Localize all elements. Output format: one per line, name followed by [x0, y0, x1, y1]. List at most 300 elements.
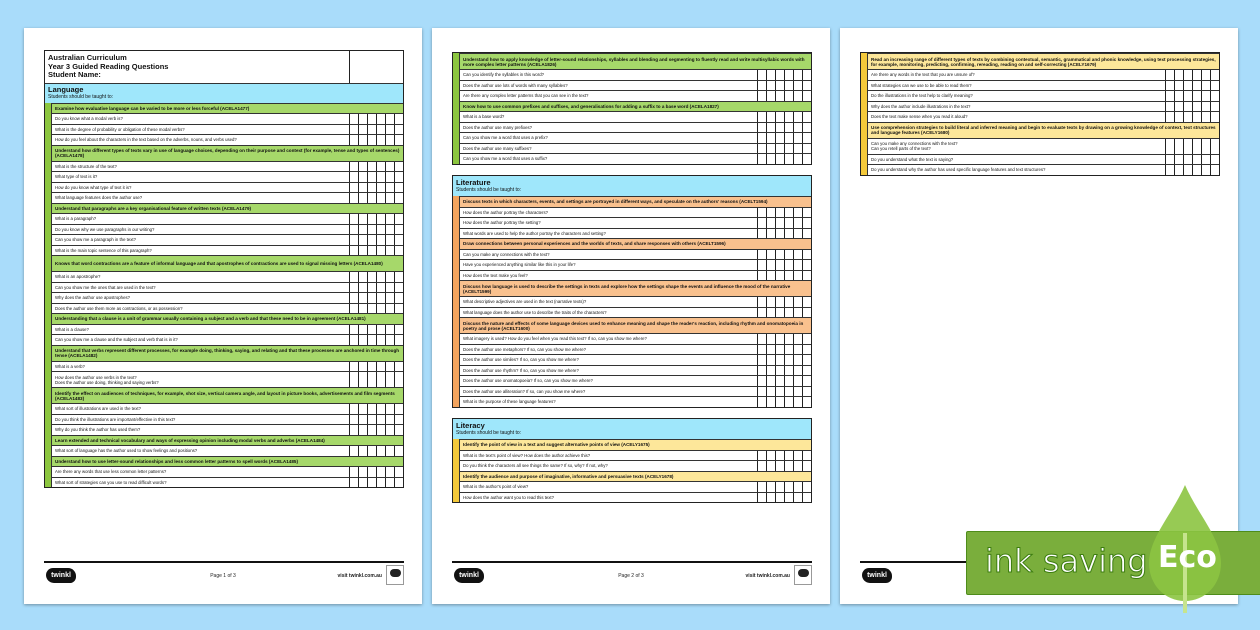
checkbox-cell[interactable]: [784, 154, 793, 164]
checkbox-cell[interactable]: [367, 446, 376, 456]
checkbox-cell[interactable]: [775, 493, 784, 503]
checkbox-cell[interactable]: [376, 293, 385, 303]
checkbox-cell[interactable]: [775, 461, 784, 471]
checkbox-cell[interactable]: [784, 308, 793, 318]
checkbox-cell[interactable]: [394, 246, 403, 256]
checkbox-cell[interactable]: [358, 235, 367, 245]
checkbox-cell[interactable]: [367, 172, 376, 182]
checkbox-cell[interactable]: [367, 193, 376, 203]
checkbox-cell[interactable]: [793, 70, 802, 80]
checkbox-cell[interactable]: [802, 482, 811, 492]
checkbox-cell[interactable]: [376, 172, 385, 182]
checkbox-cell[interactable]: [793, 482, 802, 492]
checkbox-cell[interactable]: [775, 133, 784, 143]
checkbox-cell[interactable]: [775, 144, 784, 154]
checkbox-cell[interactable]: [367, 114, 376, 124]
checkbox-cell[interactable]: [766, 387, 775, 397]
checkbox-cell[interactable]: [757, 493, 766, 503]
checkbox-cell[interactable]: [385, 446, 394, 456]
checkbox-cell[interactable]: [349, 415, 358, 425]
checkbox-cell[interactable]: [766, 123, 775, 133]
checkbox-cell[interactable]: [793, 387, 802, 397]
checkbox-cell[interactable]: [1165, 112, 1174, 122]
checkbox-cell[interactable]: [394, 446, 403, 456]
checkbox-cell[interactable]: [766, 218, 775, 228]
checkbox-cell[interactable]: [775, 297, 784, 307]
checkbox-cell[interactable]: [802, 123, 811, 133]
checkbox-cell[interactable]: [757, 271, 766, 281]
checkbox-cell[interactable]: [385, 467, 394, 477]
twinkl-logo[interactable]: twinkl: [862, 568, 892, 583]
checkbox-cell[interactable]: [367, 362, 376, 372]
checkbox-cell[interactable]: [1174, 155, 1183, 165]
checkbox-cell[interactable]: [367, 283, 376, 293]
checkbox-cell[interactable]: [775, 229, 784, 239]
checkbox-cell[interactable]: [1201, 112, 1210, 122]
checkbox-cell[interactable]: [784, 397, 793, 407]
checkbox-cell[interactable]: [385, 425, 394, 435]
checkbox-cell[interactable]: [766, 229, 775, 239]
checkbox-cell[interactable]: [1201, 155, 1210, 165]
checkbox-cell[interactable]: [802, 461, 811, 471]
checkbox-cell[interactable]: [367, 372, 376, 387]
checkbox-cell[interactable]: [802, 366, 811, 376]
checkbox-cell[interactable]: [1210, 81, 1219, 91]
checkbox-cell[interactable]: [349, 214, 358, 224]
checkbox-cell[interactable]: [385, 235, 394, 245]
checkbox-cell[interactable]: [376, 114, 385, 124]
checkbox-cell[interactable]: [349, 183, 358, 193]
checkbox-cell[interactable]: [376, 304, 385, 314]
checkbox-cell[interactable]: [358, 467, 367, 477]
checkbox-cell[interactable]: [385, 362, 394, 372]
checkbox-cell[interactable]: [349, 135, 358, 145]
checkbox-cell[interactable]: [349, 283, 358, 293]
visit-link[interactable]: visit twinkl.com.au: [745, 573, 790, 579]
checkbox-cell[interactable]: [793, 81, 802, 91]
checkbox-cell[interactable]: [349, 162, 358, 172]
checkbox-cell[interactable]: [1201, 81, 1210, 91]
checkbox-cell[interactable]: [784, 387, 793, 397]
checkbox-cell[interactable]: [349, 272, 358, 282]
checkbox-cell[interactable]: [358, 446, 367, 456]
checkbox-cell[interactable]: [793, 250, 802, 260]
checkbox-cell[interactable]: [775, 376, 784, 386]
checkbox-cell[interactable]: [358, 304, 367, 314]
checkbox-cell[interactable]: [802, 345, 811, 355]
checkbox-cell[interactable]: [784, 297, 793, 307]
checkbox-cell[interactable]: [349, 362, 358, 372]
checkbox-cell[interactable]: [367, 478, 376, 488]
checkbox-cell[interactable]: [784, 208, 793, 218]
checkbox-cell[interactable]: [793, 123, 802, 133]
checkbox-cell[interactable]: [1174, 112, 1183, 122]
checkbox-cell[interactable]: [394, 235, 403, 245]
checkbox-cell[interactable]: [1165, 70, 1174, 80]
checkbox-cell[interactable]: [766, 366, 775, 376]
checkbox-cell[interactable]: [385, 272, 394, 282]
checkbox-cell[interactable]: [358, 325, 367, 335]
checkbox-cell[interactable]: [793, 260, 802, 270]
checkbox-cell[interactable]: [784, 144, 793, 154]
checkbox-cell[interactable]: [802, 297, 811, 307]
checkbox-cell[interactable]: [385, 415, 394, 425]
checkbox-cell[interactable]: [376, 272, 385, 282]
checkbox-cell[interactable]: [358, 362, 367, 372]
checkbox-cell[interactable]: [766, 133, 775, 143]
checkbox-cell[interactable]: [394, 335, 403, 345]
checkbox-cell[interactable]: [394, 304, 403, 314]
checkbox-cell[interactable]: [757, 144, 766, 154]
checkbox-cell[interactable]: [367, 125, 376, 135]
checkbox-cell[interactable]: [757, 451, 766, 461]
checkbox-cell[interactable]: [775, 482, 784, 492]
checkbox-cell[interactable]: [394, 467, 403, 477]
checkbox-cell[interactable]: [793, 451, 802, 461]
checkbox-cell[interactable]: [385, 304, 394, 314]
checkbox-cell[interactable]: [793, 91, 802, 101]
checkbox-cell[interactable]: [367, 335, 376, 345]
checkbox-cell[interactable]: [394, 135, 403, 145]
checkbox-cell[interactable]: [784, 271, 793, 281]
checkbox-cell[interactable]: [358, 214, 367, 224]
checkbox-cell[interactable]: [766, 397, 775, 407]
checkbox-cell[interactable]: [766, 208, 775, 218]
checkbox-cell[interactable]: [793, 334, 802, 344]
checkbox-cell[interactable]: [793, 493, 802, 503]
checkbox-cell[interactable]: [1192, 139, 1201, 154]
checkbox-cell[interactable]: [385, 335, 394, 345]
checkbox-cell[interactable]: [385, 162, 394, 172]
checkbox-cell[interactable]: [766, 345, 775, 355]
checkbox-cell[interactable]: [394, 362, 403, 372]
checkbox-cell[interactable]: [394, 293, 403, 303]
checkbox-cell[interactable]: [358, 425, 367, 435]
checkbox-cell[interactable]: [775, 387, 784, 397]
checkbox-cell[interactable]: [784, 482, 793, 492]
checkbox-cell[interactable]: [1183, 70, 1192, 80]
checkbox-cell[interactable]: [1192, 91, 1201, 101]
checkbox-cell[interactable]: [1183, 91, 1192, 101]
checkbox-cell[interactable]: [1174, 81, 1183, 91]
checkbox-cell[interactable]: [784, 81, 793, 91]
checkbox-cell[interactable]: [757, 133, 766, 143]
checkbox-cell[interactable]: [385, 114, 394, 124]
checkbox-cell[interactable]: [1183, 139, 1192, 154]
checkbox-cell[interactable]: [784, 461, 793, 471]
checkbox-cell[interactable]: [802, 229, 811, 239]
checkbox-cell[interactable]: [757, 482, 766, 492]
checkbox-cell[interactable]: [802, 91, 811, 101]
checkbox-cell[interactable]: [349, 478, 358, 488]
checkbox-cell[interactable]: [1174, 139, 1183, 154]
checkbox-cell[interactable]: [376, 478, 385, 488]
checkbox-cell[interactable]: [793, 355, 802, 365]
checkbox-cell[interactable]: [1192, 155, 1201, 165]
checkbox-cell[interactable]: [757, 297, 766, 307]
checkbox-cell[interactable]: [385, 246, 394, 256]
checkbox-cell[interactable]: [349, 193, 358, 203]
checkbox-cell[interactable]: [802, 154, 811, 164]
checkbox-cell[interactable]: [349, 125, 358, 135]
checkbox-cell[interactable]: [775, 218, 784, 228]
checkbox-cell[interactable]: [1183, 81, 1192, 91]
checkbox-cell[interactable]: [1174, 102, 1183, 112]
checkbox-cell[interactable]: [1192, 112, 1201, 122]
checkbox-cell[interactable]: [358, 372, 367, 387]
checkbox-cell[interactable]: [793, 297, 802, 307]
checkbox-cell[interactable]: [802, 451, 811, 461]
checkbox-cell[interactable]: [367, 183, 376, 193]
checkbox-cell[interactable]: [802, 133, 811, 143]
checkbox-cell[interactable]: [394, 172, 403, 182]
checkbox-cell[interactable]: [1183, 112, 1192, 122]
checkbox-cell[interactable]: [358, 225, 367, 235]
checkbox-cell[interactable]: [385, 135, 394, 145]
checkbox-cell[interactable]: [376, 214, 385, 224]
checkbox-cell[interactable]: [802, 376, 811, 386]
checkbox-cell[interactable]: [766, 260, 775, 270]
checkbox-cell[interactable]: [766, 112, 775, 122]
checkbox-cell[interactable]: [349, 372, 358, 387]
checkbox-cell[interactable]: [349, 225, 358, 235]
checkbox-cell[interactable]: [793, 112, 802, 122]
checkbox-cell[interactable]: [385, 125, 394, 135]
checkbox-cell[interactable]: [376, 235, 385, 245]
checkbox-cell[interactable]: [757, 218, 766, 228]
checkbox-cell[interactable]: [1201, 102, 1210, 112]
checkbox-cell[interactable]: [775, 355, 784, 365]
checkbox-cell[interactable]: [349, 304, 358, 314]
checkbox-cell[interactable]: [766, 461, 775, 471]
checkbox-cell[interactable]: [802, 387, 811, 397]
checkbox-cell[interactable]: [757, 345, 766, 355]
checkbox-cell[interactable]: [367, 293, 376, 303]
checkbox-cell[interactable]: [1183, 165, 1192, 175]
checkbox-cell[interactable]: [349, 172, 358, 182]
checkbox-cell[interactable]: [775, 208, 784, 218]
checkbox-cell[interactable]: [367, 325, 376, 335]
checkbox-cell[interactable]: [349, 293, 358, 303]
checkbox-cell[interactable]: [784, 355, 793, 365]
checkbox-cell[interactable]: [394, 162, 403, 172]
checkbox-cell[interactable]: [784, 70, 793, 80]
checkbox-cell[interactable]: [757, 91, 766, 101]
checkbox-cell[interactable]: [775, 397, 784, 407]
checkbox-cell[interactable]: [757, 70, 766, 80]
checkbox-cell[interactable]: [376, 425, 385, 435]
checkbox-cell[interactable]: [376, 183, 385, 193]
checkbox-cell[interactable]: [757, 366, 766, 376]
checkbox-cell[interactable]: [349, 467, 358, 477]
checkbox-cell[interactable]: [766, 297, 775, 307]
checkbox-cell[interactable]: [394, 272, 403, 282]
checkbox-cell[interactable]: [1165, 155, 1174, 165]
checkbox-cell[interactable]: [775, 345, 784, 355]
checkbox-cell[interactable]: [358, 246, 367, 256]
checkbox-cell[interactable]: [757, 154, 766, 164]
checkbox-cell[interactable]: [757, 376, 766, 386]
checkbox-cell[interactable]: [775, 81, 784, 91]
checkbox-cell[interactable]: [1165, 91, 1174, 101]
checkbox-cell[interactable]: [766, 334, 775, 344]
checkbox-cell[interactable]: [358, 293, 367, 303]
checkbox-cell[interactable]: [766, 91, 775, 101]
checkbox-cell[interactable]: [793, 345, 802, 355]
checkbox-cell[interactable]: [766, 70, 775, 80]
checkbox-cell[interactable]: [358, 193, 367, 203]
checkbox-cell[interactable]: [367, 304, 376, 314]
checkbox-cell[interactable]: [793, 461, 802, 471]
checkbox-cell[interactable]: [757, 250, 766, 260]
checkbox-cell[interactable]: [793, 308, 802, 318]
checkbox-cell[interactable]: [394, 125, 403, 135]
checkbox-cell[interactable]: [766, 144, 775, 154]
checkbox-cell[interactable]: [358, 114, 367, 124]
checkbox-cell[interactable]: [385, 225, 394, 235]
checkbox-cell[interactable]: [358, 415, 367, 425]
checkbox-cell[interactable]: [1183, 155, 1192, 165]
checkbox-cell[interactable]: [793, 229, 802, 239]
checkbox-cell[interactable]: [802, 144, 811, 154]
checkbox-cell[interactable]: [1210, 70, 1219, 80]
checkbox-cell[interactable]: [784, 112, 793, 122]
checkbox-cell[interactable]: [1165, 165, 1174, 175]
checkbox-cell[interactable]: [775, 123, 784, 133]
checkbox-cell[interactable]: [1174, 91, 1183, 101]
checkbox-cell[interactable]: [775, 366, 784, 376]
checkbox-cell[interactable]: [358, 404, 367, 414]
checkbox-cell[interactable]: [367, 135, 376, 145]
checkbox-cell[interactable]: [1210, 112, 1219, 122]
checkbox-cell[interactable]: [775, 260, 784, 270]
checkbox-cell[interactable]: [376, 467, 385, 477]
checkbox-cell[interactable]: [1165, 139, 1174, 154]
twinkl-logo[interactable]: twinkl: [454, 568, 484, 583]
checkbox-cell[interactable]: [385, 214, 394, 224]
checkbox-cell[interactable]: [775, 70, 784, 80]
checkbox-cell[interactable]: [358, 135, 367, 145]
checkbox-cell[interactable]: [766, 451, 775, 461]
checkbox-cell[interactable]: [1192, 165, 1201, 175]
checkbox-cell[interactable]: [775, 271, 784, 281]
checkbox-cell[interactable]: [367, 467, 376, 477]
checkbox-cell[interactable]: [376, 125, 385, 135]
checkbox-cell[interactable]: [775, 154, 784, 164]
checkbox-cell[interactable]: [784, 133, 793, 143]
checkbox-cell[interactable]: [757, 334, 766, 344]
checkbox-cell[interactable]: [766, 482, 775, 492]
checkbox-cell[interactable]: [349, 325, 358, 335]
checkbox-cell[interactable]: [784, 123, 793, 133]
checkbox-cell[interactable]: [376, 325, 385, 335]
checkbox-cell[interactable]: [385, 478, 394, 488]
checkbox-cell[interactable]: [802, 271, 811, 281]
checkbox-cell[interactable]: [1210, 102, 1219, 112]
checkbox-cell[interactable]: [394, 478, 403, 488]
checkbox-cell[interactable]: [376, 415, 385, 425]
checkbox-cell[interactable]: [1201, 70, 1210, 80]
checkbox-cell[interactable]: [793, 366, 802, 376]
checkbox-cell[interactable]: [349, 114, 358, 124]
checkbox-cell[interactable]: [784, 366, 793, 376]
checkbox-cell[interactable]: [757, 260, 766, 270]
checkbox-cell[interactable]: [802, 250, 811, 260]
checkbox-cell[interactable]: [394, 225, 403, 235]
checkbox-cell[interactable]: [349, 425, 358, 435]
checkbox-cell[interactable]: [775, 451, 784, 461]
checkbox-cell[interactable]: [376, 246, 385, 256]
visit-link[interactable]: visit twinkl.com.au: [337, 573, 382, 579]
checkbox-cell[interactable]: [1201, 139, 1210, 154]
checkbox-cell[interactable]: [793, 144, 802, 154]
checkbox-cell[interactable]: [376, 283, 385, 293]
checkbox-cell[interactable]: [757, 355, 766, 365]
checkbox-cell[interactable]: [385, 183, 394, 193]
checkbox-cell[interactable]: [1192, 81, 1201, 91]
checkbox-cell[interactable]: [784, 229, 793, 239]
checkbox-cell[interactable]: [757, 81, 766, 91]
checkbox-cell[interactable]: [802, 208, 811, 218]
checkbox-cell[interactable]: [802, 260, 811, 270]
checkbox-cell[interactable]: [793, 218, 802, 228]
checkbox-cell[interactable]: [349, 335, 358, 345]
checkbox-cell[interactable]: [802, 397, 811, 407]
checkbox-cell[interactable]: [766, 355, 775, 365]
twinkl-logo[interactable]: twinkl: [46, 568, 76, 583]
checkbox-cell[interactable]: [775, 112, 784, 122]
checkbox-cell[interactable]: [784, 345, 793, 355]
checkbox-cell[interactable]: [784, 493, 793, 503]
checkbox-cell[interactable]: [793, 271, 802, 281]
checkbox-cell[interactable]: [358, 125, 367, 135]
checkbox-cell[interactable]: [766, 493, 775, 503]
checkbox-cell[interactable]: [385, 283, 394, 293]
checkbox-cell[interactable]: [394, 415, 403, 425]
checkbox-cell[interactable]: [784, 218, 793, 228]
checkbox-cell[interactable]: [766, 81, 775, 91]
checkbox-cell[interactable]: [757, 123, 766, 133]
checkbox-cell[interactable]: [784, 334, 793, 344]
checkbox-cell[interactable]: [394, 404, 403, 414]
checkbox-cell[interactable]: [802, 355, 811, 365]
checkbox-cell[interactable]: [367, 225, 376, 235]
checkbox-cell[interactable]: [793, 397, 802, 407]
checkbox-cell[interactable]: [784, 250, 793, 260]
checkbox-cell[interactable]: [766, 250, 775, 260]
checkbox-cell[interactable]: [793, 133, 802, 143]
checkbox-cell[interactable]: [376, 446, 385, 456]
checkbox-cell[interactable]: [367, 425, 376, 435]
checkbox-cell[interactable]: [1192, 102, 1201, 112]
checkbox-cell[interactable]: [802, 493, 811, 503]
checkbox-cell[interactable]: [766, 271, 775, 281]
checkbox-cell[interactable]: [757, 461, 766, 471]
checkbox-cell[interactable]: [1210, 155, 1219, 165]
checkbox-cell[interactable]: [1174, 70, 1183, 80]
checkbox-cell[interactable]: [1165, 81, 1174, 91]
checkbox-cell[interactable]: [376, 404, 385, 414]
checkbox-cell[interactable]: [376, 372, 385, 387]
checkbox-cell[interactable]: [385, 325, 394, 335]
checkbox-cell[interactable]: [784, 376, 793, 386]
checkbox-cell[interactable]: [775, 250, 784, 260]
checkbox-cell[interactable]: [367, 246, 376, 256]
checkbox-cell[interactable]: [394, 214, 403, 224]
checkbox-cell[interactable]: [376, 135, 385, 145]
checkbox-cell[interactable]: [385, 372, 394, 387]
checkbox-cell[interactable]: [358, 272, 367, 282]
